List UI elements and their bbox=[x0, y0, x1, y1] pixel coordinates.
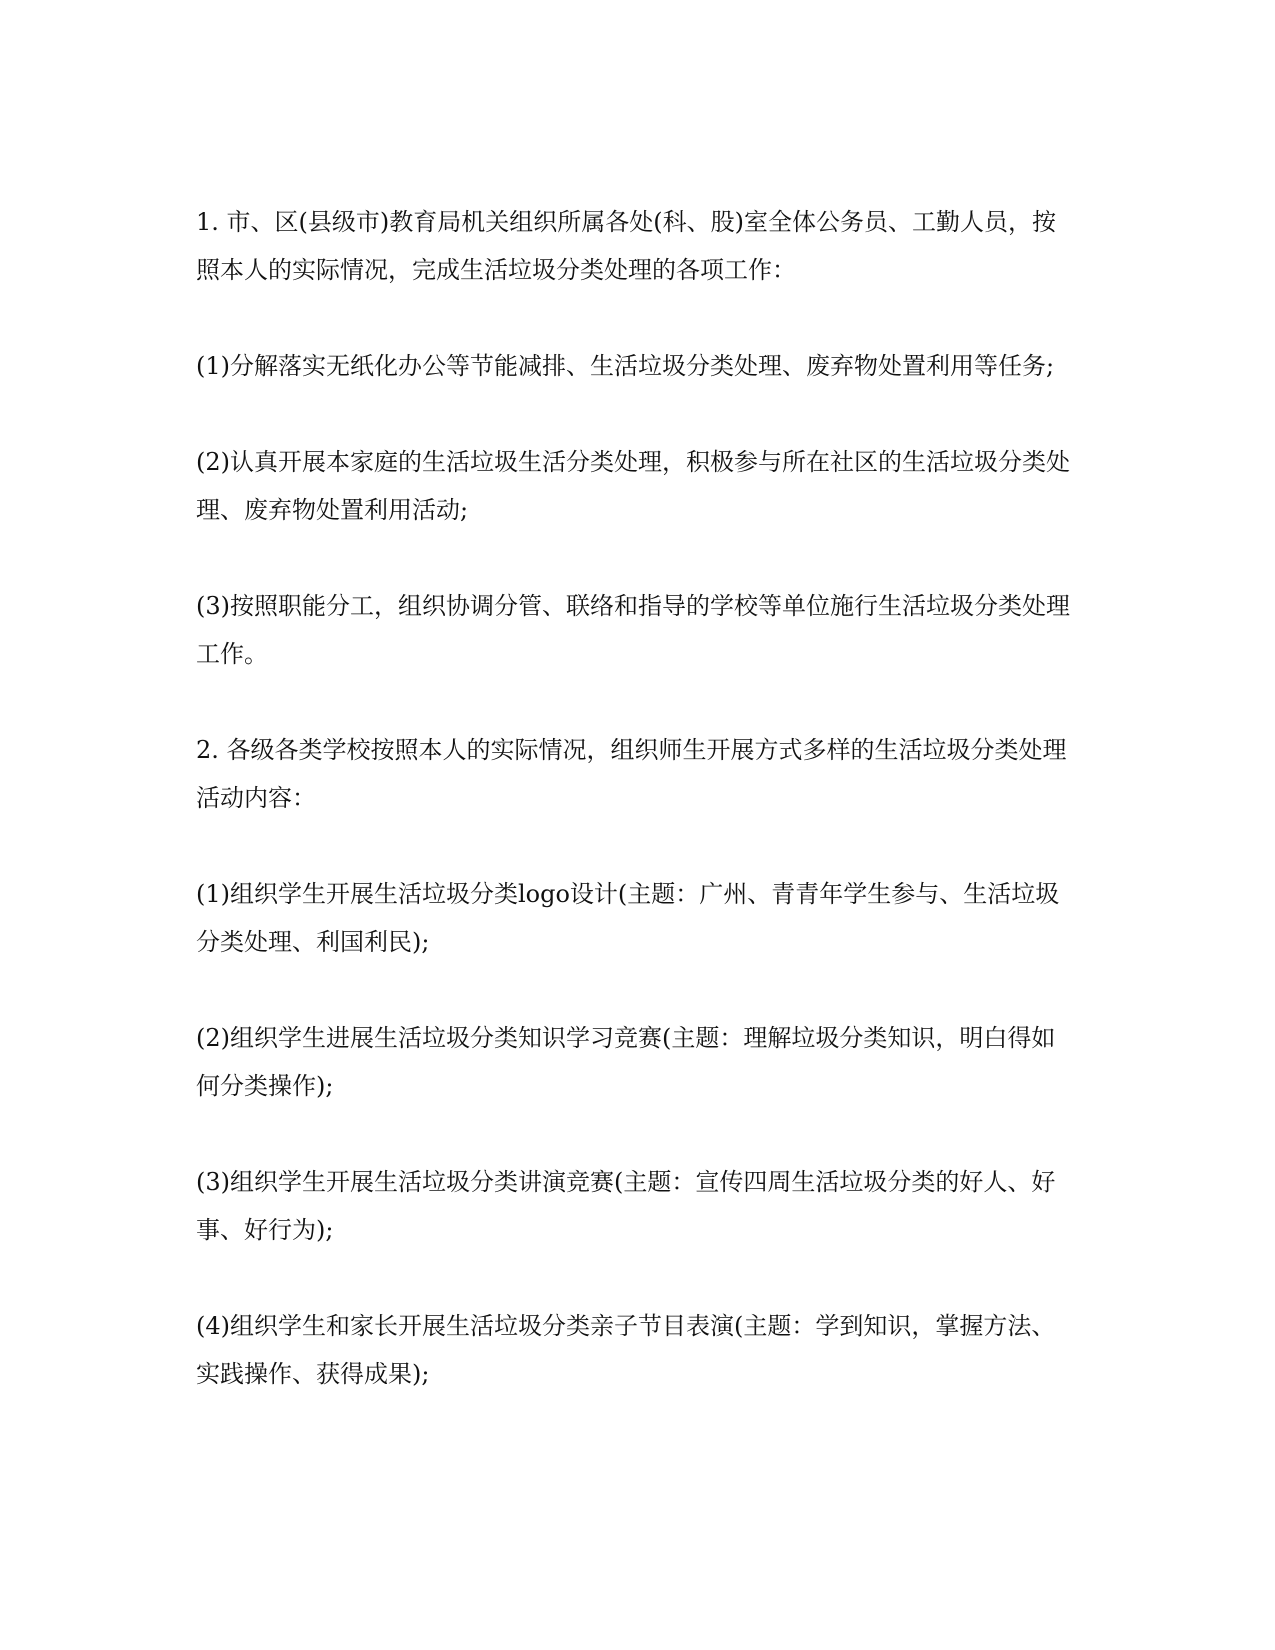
paragraph-2-1: (1)组织学生开展生活垃圾分类logo设计(主题：广州、青青年学生参与、生活垃圾分类处理、利国利民); bbox=[196, 880, 1060, 956]
paragraph-2-3: (3)组织学生开展生活垃圾分类讲演竞赛(主题：宣传四周生活垃圾分类的好人、好事、好行为); bbox=[196, 1168, 1056, 1244]
paragraph-1: 1. 市、区(县级市)教育局机关组织所属各处(科、股)室全体公务员、工勤人员，按照本人的实际情况，完成生活垃圾分类处理的各项工作： bbox=[196, 208, 1056, 284]
paragraph-1-3: (3)按照职能分工，组织协调分管、联络和指导的学校等单位施行生活垃圾分类处理工作。 bbox=[196, 592, 1070, 668]
document-body bbox=[196, 198, 1076, 1446]
paragraph-2-2: (2)组织学生进展生活垃圾分类知识学习竞赛(主题：理解垃圾分类知识，明白得如何分类操作); bbox=[196, 1024, 1056, 1100]
paragraph-1-2: (2)认真开展本家庭的生活垃圾生活分类处理，积极参与所在社区的生活垃圾分类处理、废弃物处置利用活动; bbox=[196, 448, 1070, 524]
paragraph-1-1: (1)分解落实无纸化办公等节能减排、生活垃圾分类处理、废弃物处置利用等任务; bbox=[196, 352, 1055, 380]
paragraph-2-4: (4)组织学生和家长开展生活垃圾分类亲子节目表演(主题：学到知识，掌握方法、实践操作、获得成果); bbox=[196, 1312, 1056, 1388]
paragraph-2: 2. 各级各类学校按照本人的实际情况，组织师生开展方式多样的生活垃圾分类处理活动内容： bbox=[196, 736, 1067, 812]
